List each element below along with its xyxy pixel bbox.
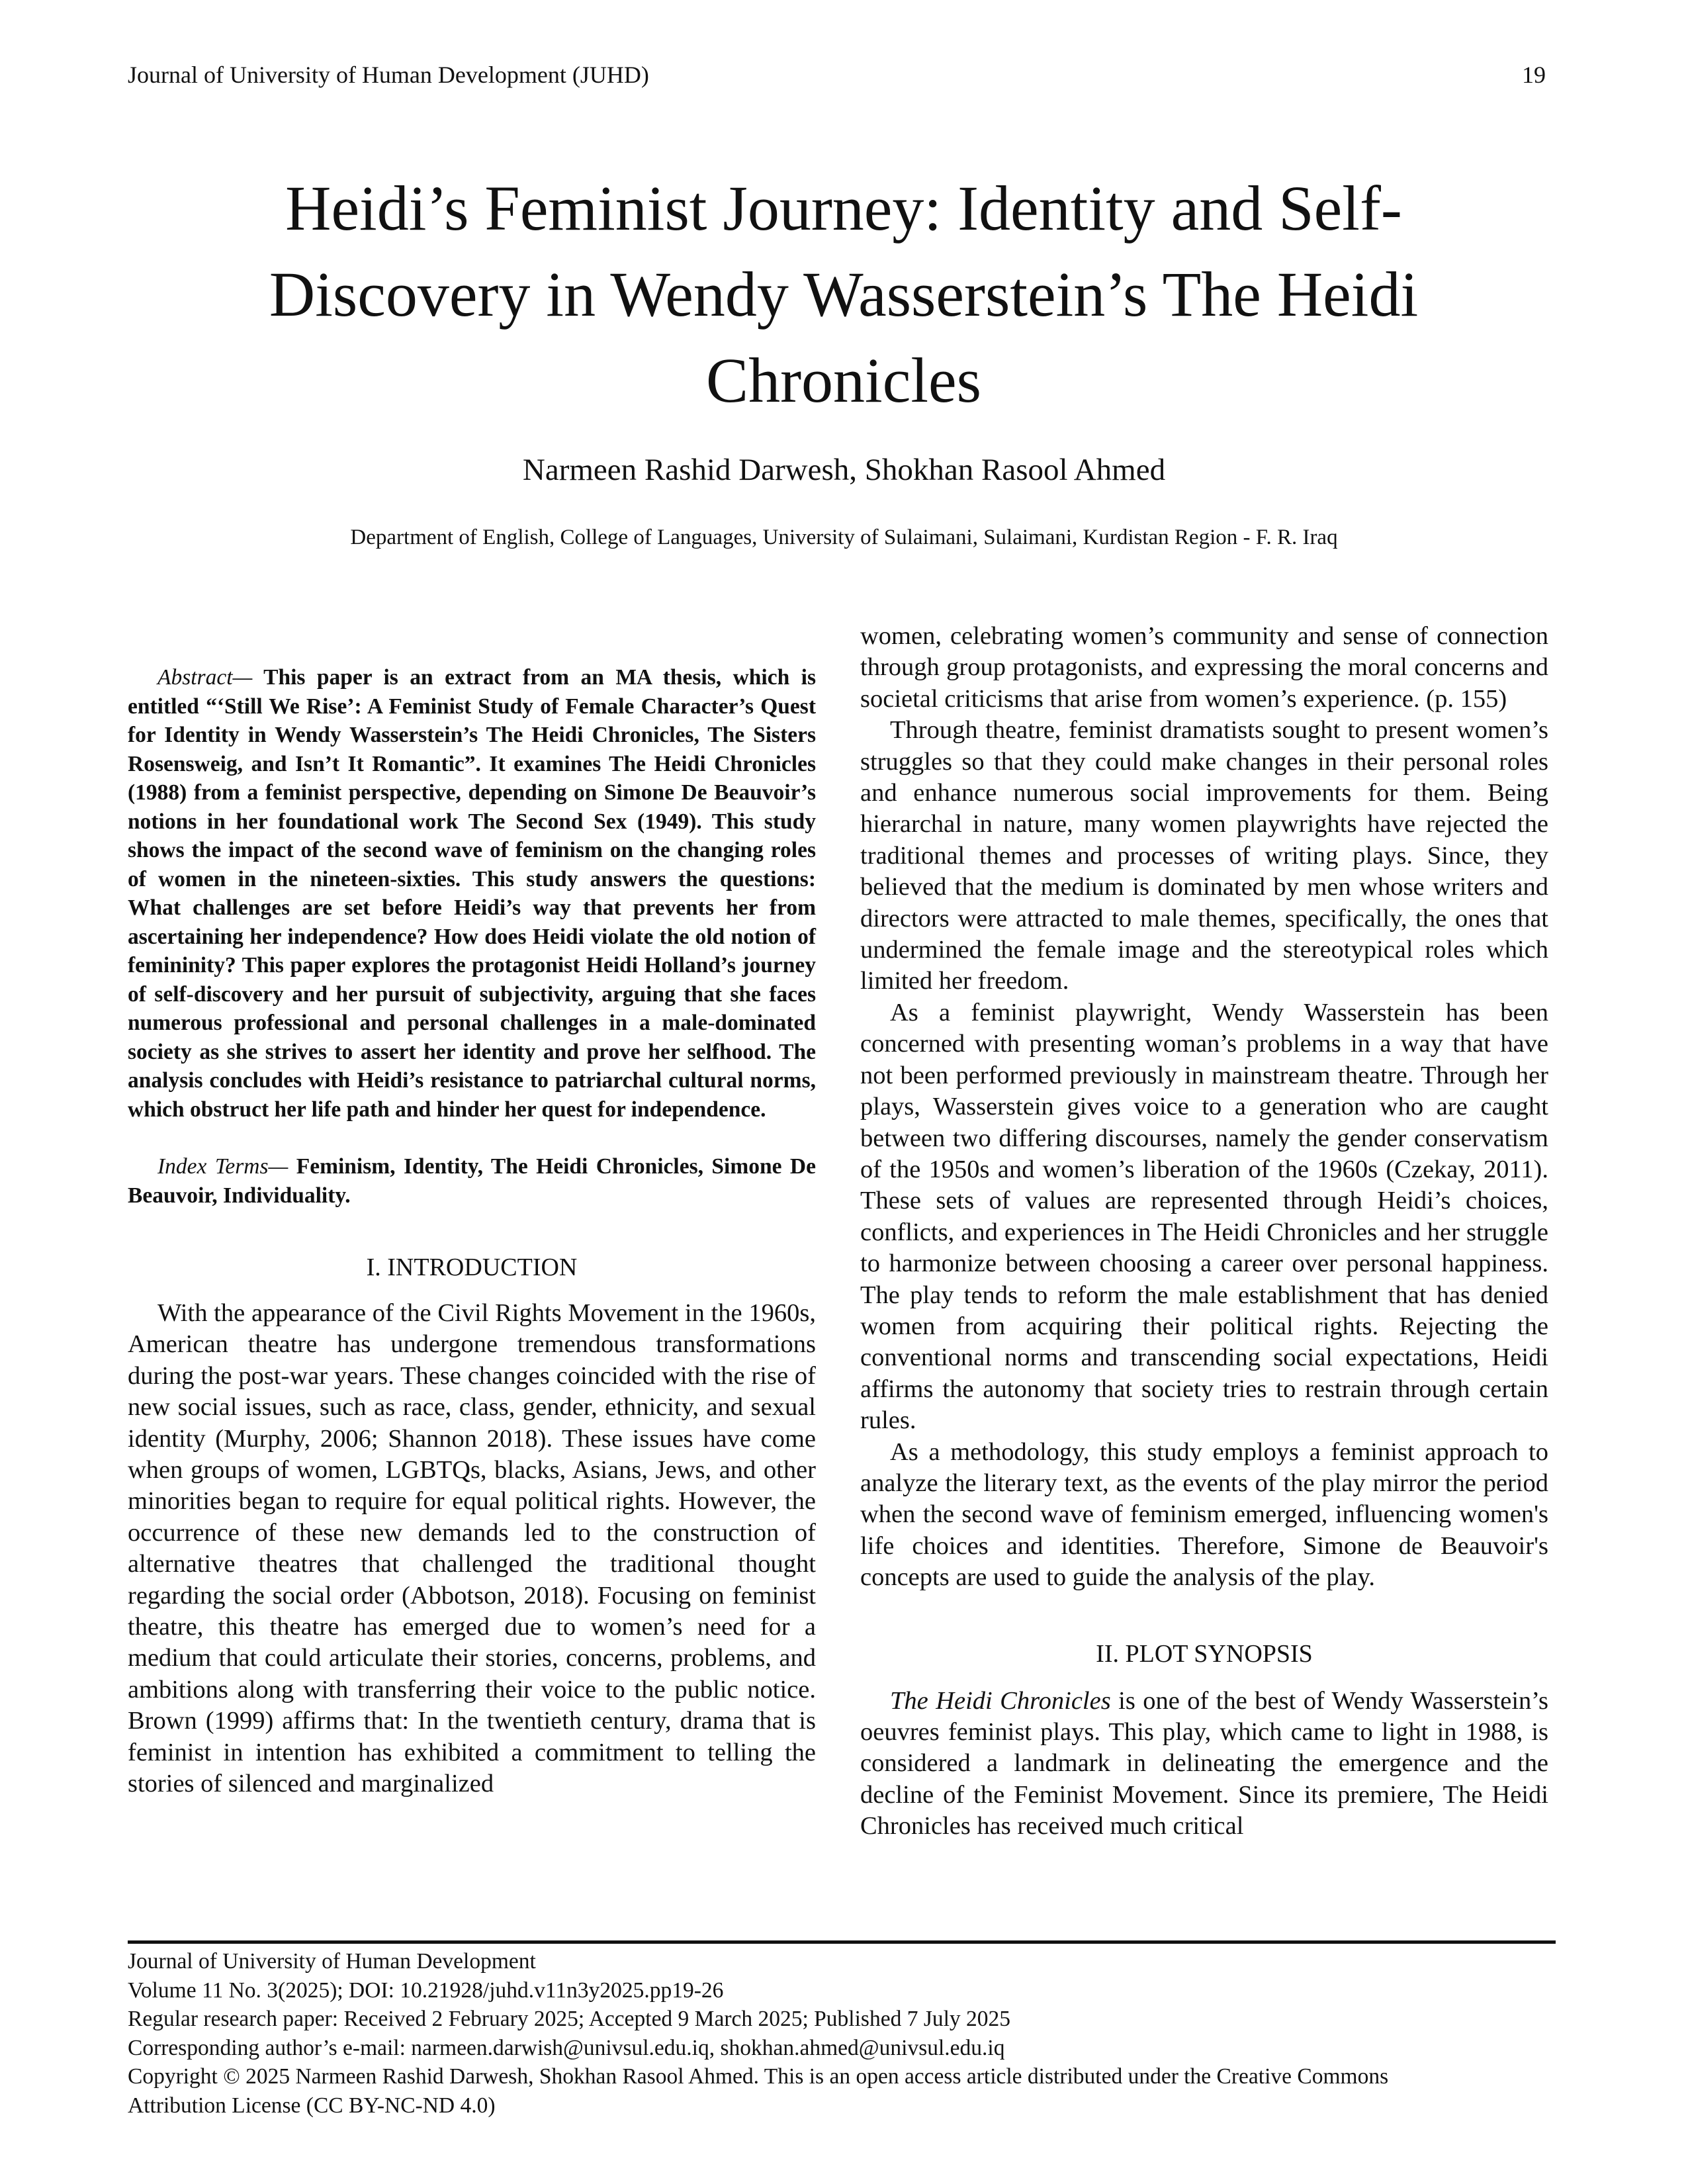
title-line-2: Discovery in Wendy Wasserstein’s The Heidi: [269, 259, 1419, 330]
running-head: [128, 58, 1546, 91]
title-line-1: Heidi’s Feminist Journey: Identity and Self-: [285, 173, 1402, 244]
affiliation: Department of English, College of Languages, University of Sulaimani, Sulaimani, Kurdistan Region - F. R. Iraq: [350, 525, 1338, 549]
section-heading-plot-synopsis: II. PLOT SYNOPSIS: [1096, 1639, 1313, 1668]
section-heading-introduction: I. INTRODUCTION: [366, 1253, 578, 1281]
index-terms: [128, 1152, 816, 1210]
index-terms-label: Index Terms—: [157, 1154, 289, 1179]
index-terms-text: Feminism, Identity, The Heidi Chronicles, Simone De Beauvoir, Individuality.: [128, 1154, 816, 1208]
paper-title: [165, 165, 1522, 424]
right-column: [860, 621, 1548, 1843]
introduction-paragraph-2: Through theatre, feminist dramatists sought to present women’s struggles so that they could make changes in their personal roles and enhance numerous social improvements for them. Being hierarchal in nature, many women playwrights have rejected the traditional themes and processes of writing plays. Since, they believed that the medium is dominated by men whose writers and directors were attracted to male themes, specifically, the ones that undermined the female image and the stereotypical roles which limited her freedom.: [860, 716, 1548, 995]
introduction-paragraph-1: With the appearance of the Civil Rights Movement in the 1960s, American theatre has undergone tremendous transformations during the post-war years. These changes coincided with the rise of new social issues, such as race, class, gender, ethnicity, and sexual identity (Murphy, 2006; Shannon 2018). These issues have come when groups of women, LGBTQs, blacks, Asians, Jews, and other minorities began to require for equal political rights. However, the occurrence of these new demands led to the construction of alternative theatres that challenged the traditional thought regarding the social order (Abbotson, 2018). Focusing on feminist theatre, this theatre has emerged due to women’s need for a medium that could articulate their stories, concerns, problems, and ambitions along with transferring their voice to the public notice. Brown (1999) affirms that: In the twentieth century, drama that is feminist in intention has exhibited a commitment to telling the stories of silenced and marginalized: [128, 1299, 816, 1798]
page-number: 19: [1522, 62, 1546, 88]
introduction-paragraph-3: As a feminist playwright, Wendy Wasserstein has been concerned with presenting woman’s problems in a way that have not been performed previously in mainstream theatre. Through her plays, Wasserstein gives voice to a generation who are caught between two differing discourses, namely the gender conservatism of the 1950s and women’s liberation of the 1960s (Czekay, 2011). These sets of values are represented through Heidi’s choices, conflicts, and experiences in The Heidi Chronicles and her struggle to harmonize between choosing a career over personal happiness. The play tends to reform the male establishment that has denied women from acquiring their political rights. Rejecting the conventional norms and transcending social expectations, Heidi affirms the autonomy that society tries to restrain through certain rules.: [860, 998, 1548, 1435]
footer-copyright: Copyright © 2025 Narmeen Rashid Darwesh, Shokhan Rasool Ahmed. This is an open access article distributed under the Creative Commons: [128, 2064, 1389, 2089]
footer-license: Attribution License (CC BY-NC-ND 4.0): [128, 2093, 496, 2118]
abstract-text: This paper is an extract from an MA thesis, which is entitled “‘Still We Rise’: A Feminist Study of Female Character’s Quest for Identity in Wendy Wasserstein’s The Heidi Chronicles, The Sisters Rosensweig, and Isn’t It Romantic”. It examines The Heidi Chronicles (1988) from a feminist perspective, depending on Simone De Beauvoir’s notions in her foundational work The Second Sex (1949). This study shows the impact of the second wave of feminism on the changing roles of women in the nineteen-sixties. This study answers the questions: What challenges are set before Heidi’s way that prevents her from ascertaining her independence? How does Heidi violate the old notion of femininity? This paper explores the protagonist Heidi Holland’s journey of self-discovery and her pursuit of subjectivity, arguing that she faces numerous professional and personal challenges in a male-dominated society as she strives to assert her identity and prove her selfhood. The analysis concludes with Heidi’s resistance to patriarchal cultural norms, which obstruct her life path and hinder her quest for independence.: [128, 665, 816, 1122]
play-title: The Heidi Chronicles: [890, 1686, 1111, 1715]
footer-email: Corresponding author’s e-mail: narmeen.darwish@univsul.edu.iq, shokhan.ahmed@univsul.edu.iq: [128, 2035, 1005, 2060]
abstract: [128, 663, 816, 1124]
author-list: Narmeen Rashid Darwesh, Shokhan Rasool Ahmed: [522, 453, 1166, 487]
plot-synopsis-paragraph-1: [860, 1686, 1548, 1843]
block-quote-continuation: women, celebrating women’s community and sense of connection through group protagonists, and expressing the moral concerns and societal criticisms that arise from women’s experience. (p. 155): [860, 622, 1548, 713]
footer: [128, 1947, 1556, 2120]
footer-journal: Journal of University of Human Development: [128, 1949, 536, 1974]
footer-divider: [128, 1940, 1556, 1944]
introduction-paragraph-4: As a methodology, this study employs a feminist approach to analyze the literary text, as the events of the play mirror the period when the second wave of feminism emerged, influencing women's life choices and identities. Therefore, Simone de Beauvoir's concepts are used to guide the analysis of the play.: [860, 1437, 1548, 1592]
left-column: [128, 622, 816, 1800]
footer-dates: Regular research paper: Received 2 February 2025; Accepted 9 March 2025; Published 7 July 2025: [128, 2007, 1011, 2031]
footer-volume-doi: Volume 11 No. 3(2025); DOI: 10.21928/juhd.v11n3y2025.pp19-26: [128, 1978, 724, 2003]
abstract-label: Abstract—: [157, 665, 253, 690]
plot-synopsis-text: is one of the best of Wendy Wasserstein’s oeuvres feminist plays. This play, which came to light in 1988, is considered a landmark in delineating the emergence and the decline of the Feminist Movement. Since its premiere, The Heidi Chronicles has received much critical: [860, 1686, 1548, 1841]
journal-name: Journal of University of Human Development (JUHD): [128, 62, 649, 88]
title-line-3: Chronicles: [706, 345, 981, 416]
